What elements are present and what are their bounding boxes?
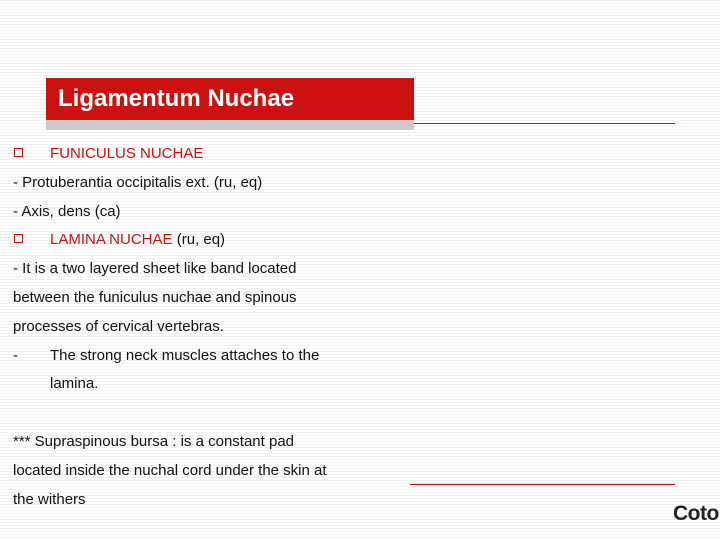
sub-line-axis: - Axis, dens (ca) bbox=[13, 203, 121, 220]
title-box bbox=[46, 78, 414, 120]
square-bullet-icon bbox=[14, 148, 23, 157]
brand-logo: Coto bbox=[673, 502, 719, 525]
slide-title: Ligamentum Nuchae bbox=[58, 85, 295, 112]
dash-item-line: lamina. bbox=[50, 375, 99, 392]
dash-marker: - bbox=[13, 347, 18, 364]
footer-rule bbox=[410, 484, 675, 485]
dash-item-line: The strong neck muscles attaches to the bbox=[50, 347, 320, 364]
bullet-lamina bbox=[50, 231, 225, 249]
paragraph-line: between the funiculus nuchae and spinous bbox=[13, 289, 297, 306]
title-rule-top bbox=[414, 123, 675, 124]
bullet-lamina-suffix: (ru, eq) bbox=[172, 231, 226, 248]
note-line: *** Supraspinous bursa : is a constant pad bbox=[13, 433, 295, 450]
bullet-lamina-label: LAMINA NUCHAE bbox=[50, 231, 173, 248]
note-line: located inside the nuchal cord under the skin at bbox=[13, 462, 327, 479]
bullet-funiculus-label: FUNICULUS NUCHAE bbox=[50, 145, 204, 162]
square-bullet-icon bbox=[14, 234, 23, 243]
note-line: the withers bbox=[13, 491, 86, 508]
sub-line-protuberantia: - Protuberantia occipitalis ext. (ru, eq) bbox=[13, 174, 263, 191]
paragraph-line: - It is a two layered sheet like band located bbox=[13, 260, 297, 277]
paragraph-line: processes of cervical vertebras. bbox=[13, 318, 224, 335]
